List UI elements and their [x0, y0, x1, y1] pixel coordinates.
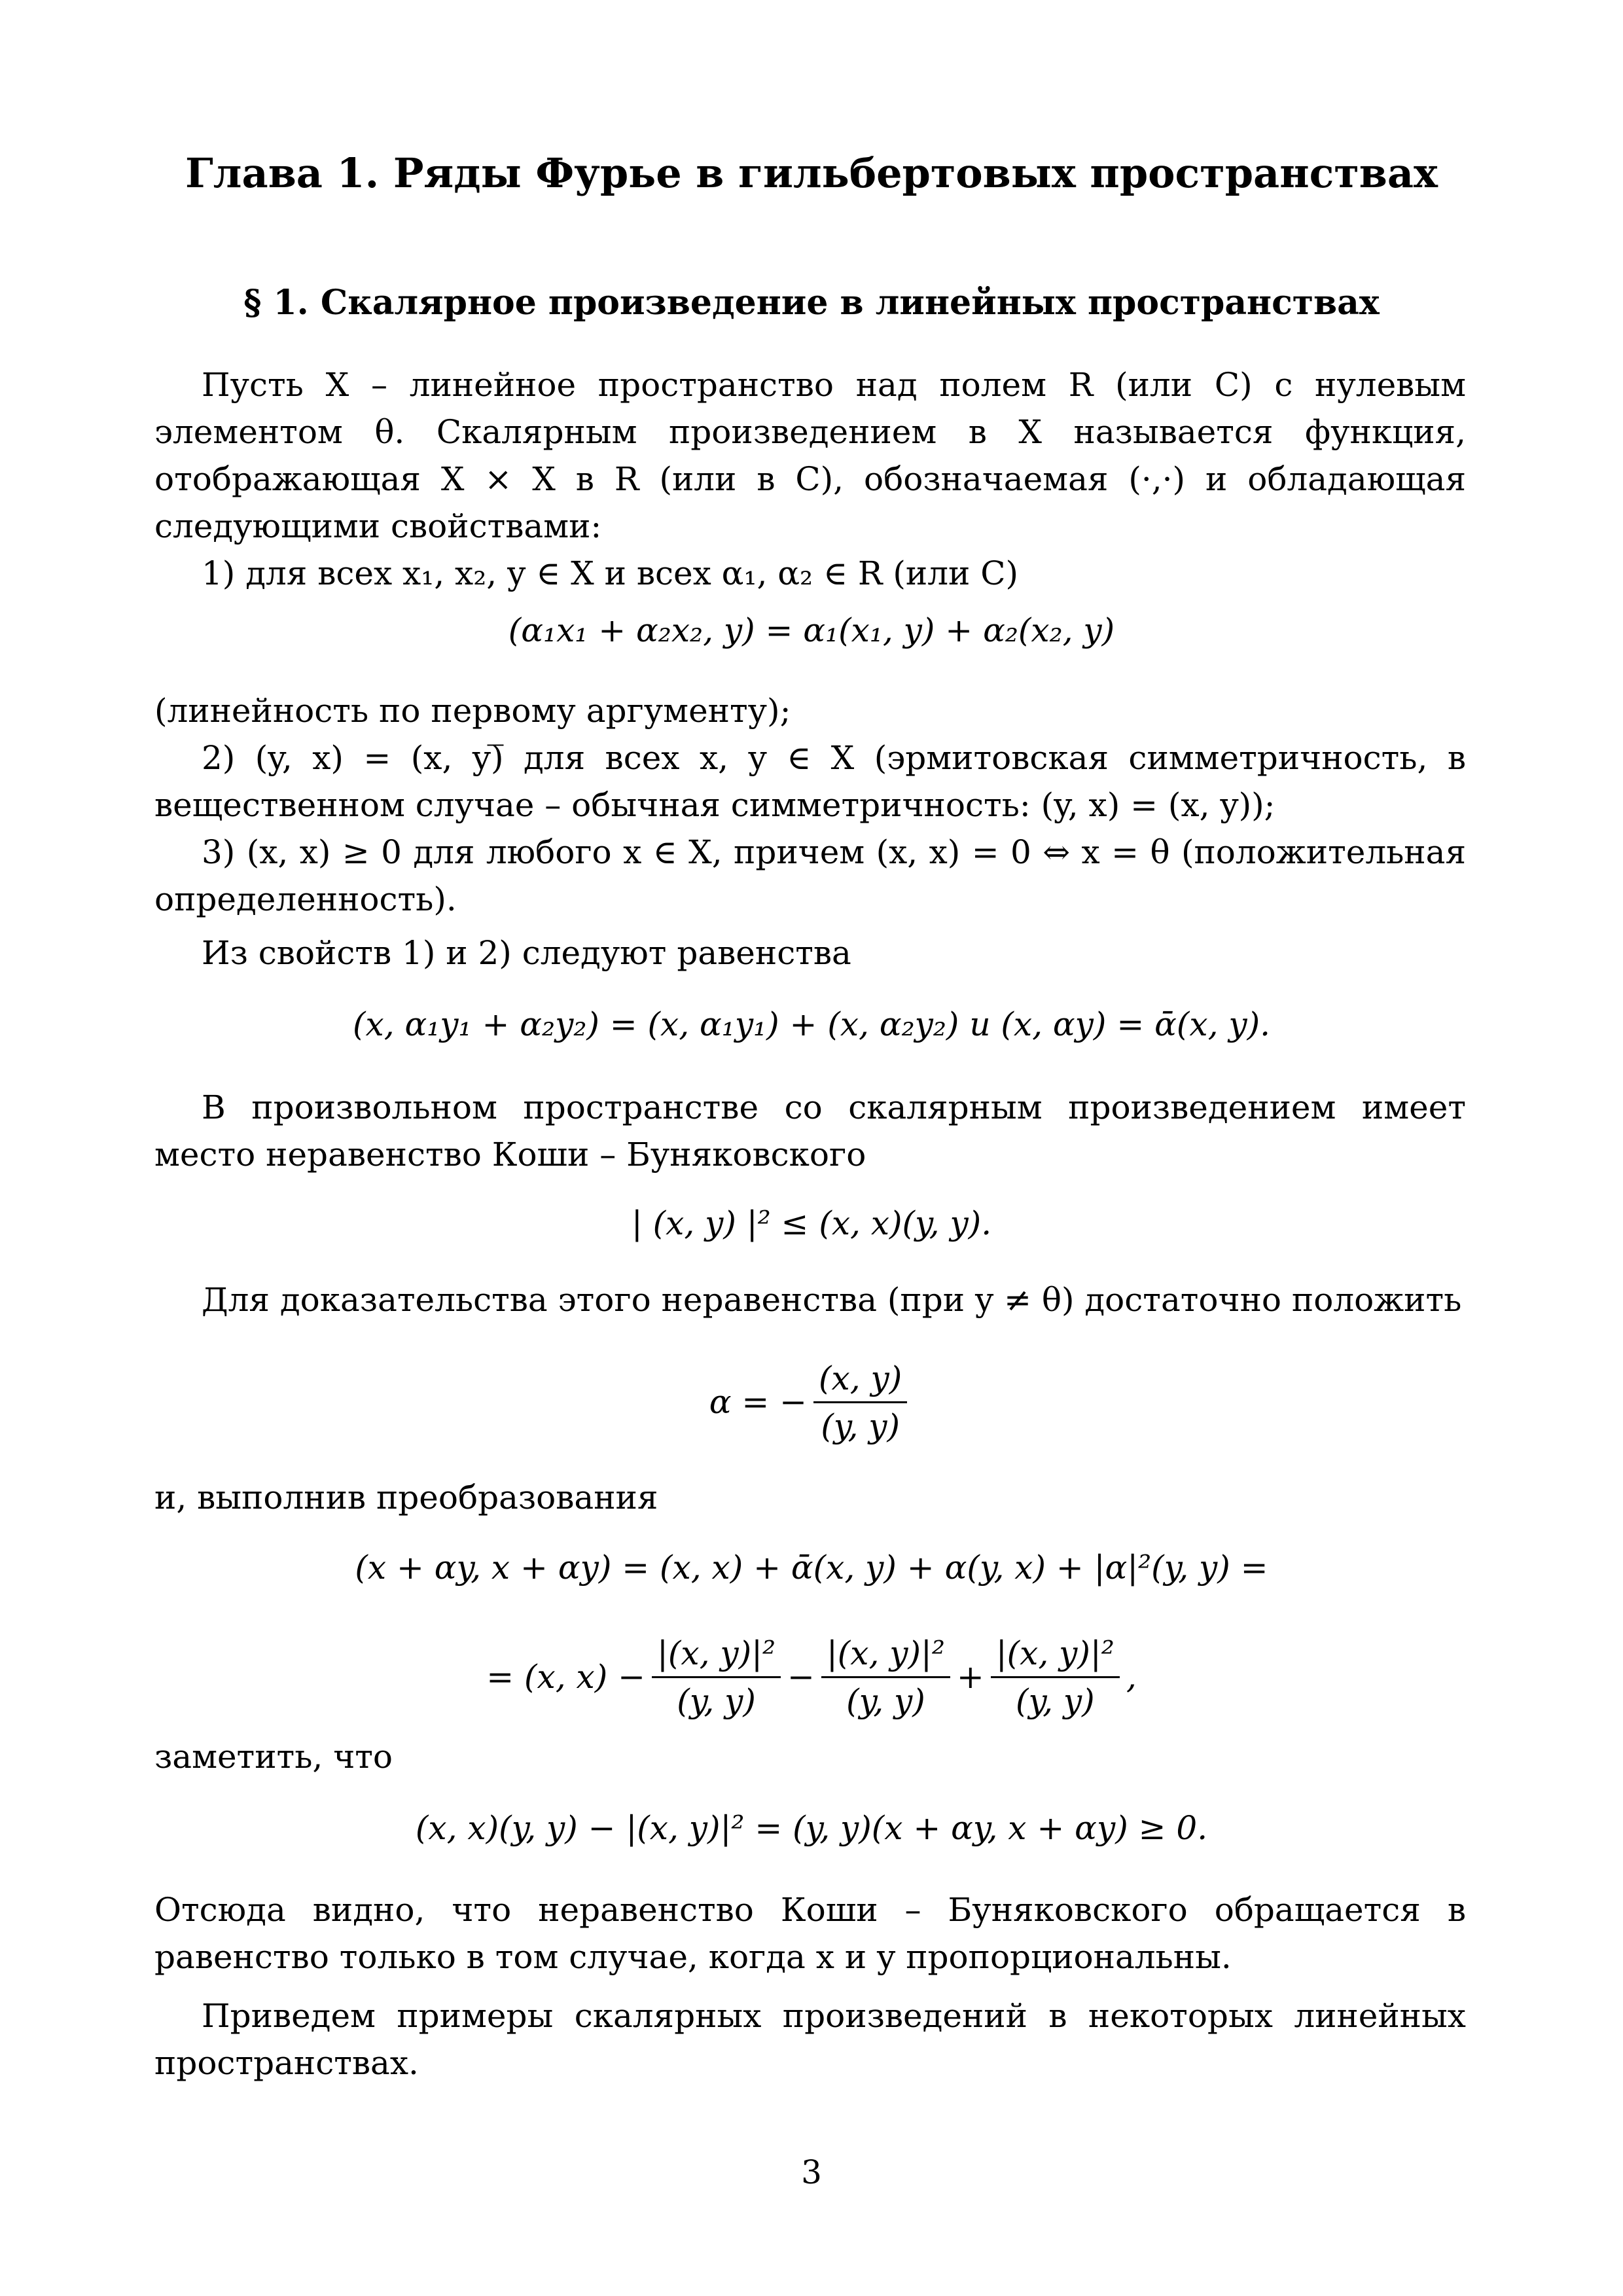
- formula-cauchy-inequality: | (x, y) |² ≤ (x, x)(y, y).: [631, 1204, 992, 1242]
- page-number: 3: [801, 2153, 822, 2191]
- formula-equalities: (x, α₁y₁ + α₂y₂) = (x, α₁y₁) + (x, α₂y₂) и (x, αy) = ᾱ(x, y).: [352, 1005, 1271, 1043]
- alpha-lhs: α = −: [709, 1383, 808, 1421]
- fraction-2-denominator: (y, y): [846, 1681, 925, 1720]
- formula-expand-line-1: (x + αy, x + αy) = (x, x) + ᾱ(x, y) + α(y, x) + |α|²(y, y) =: [355, 1549, 1268, 1587]
- formula-final: (x, x)(y, y) − |(x, y)|² = (y, y)(x + αy, x + αy) ≥ 0.: [415, 1809, 1208, 1847]
- paragraph-conclusion: Отсюда видно, что неравенство Коши – Буняковского обращается в равенство только в том случае, когда x и y пропорциональны.: [154, 1891, 1466, 1976]
- fraction-3: [991, 1634, 1120, 1720]
- formula-expand-line-2: [0, 1624, 1623, 1729]
- fraction-3-denominator: (y, y): [1015, 1681, 1095, 1720]
- plus-sign: +: [956, 1658, 984, 1696]
- fraction-1-numerator: |(x, y)|²: [652, 1634, 781, 1678]
- chapter-title: Глава 1. Ряды Фурье в гильбертовых пространствах: [185, 149, 1438, 197]
- expand-lhs: = (x, x) −: [486, 1658, 646, 1696]
- fraction-2: [821, 1634, 950, 1720]
- trailing-comma: ,: [1126, 1658, 1137, 1696]
- section-title: § 1. Скалярное произведение в линейных пространствах: [243, 283, 1380, 323]
- fraction-2-numerator: |(x, y)|²: [821, 1634, 950, 1678]
- paragraph-transform: и, выполнив преобразования: [154, 1479, 658, 1516]
- paragraph-property-1: 1) для всех x₁, x₂, y ∈ X и всех α₁, α₂ ∈ R (или C): [202, 554, 1018, 592]
- paragraph-intro: Пусть X – линейное пространство над полем R (или C) с нулевым элементом θ. Скалярным произведением в X называется функция, отображающая X × X в R (или в C), обозначаемая (·,·) и обладающая следующими свойствами:: [154, 366, 1466, 545]
- paragraph-examples: Приведем примеры скалярных произведений в некоторых линейных пространствах.: [154, 1997, 1466, 2082]
- paragraph-cauchy-intro: В произвольном пространстве со скалярным произведением имеет место неравенство Коши – Буняковского: [154, 1088, 1466, 1174]
- alpha-fraction: [813, 1359, 907, 1445]
- alpha-denominator: (y, y): [821, 1407, 900, 1445]
- paragraph-property-1-note: (линейность по первому аргументу);: [154, 692, 791, 730]
- paragraph-notice: заметить, что: [154, 1738, 393, 1776]
- minus-sign: −: [787, 1658, 815, 1696]
- fraction-1: [652, 1634, 781, 1720]
- formula-linearity: (α₁x₁ + α₂x₂, y) = α₁(x₁, y) + α₂(x₂, y): [508, 611, 1115, 649]
- alpha-numerator: (x, y): [813, 1359, 907, 1403]
- paragraph-consequence: Из свойств 1) и 2) следуют равенства: [202, 934, 851, 972]
- formula-alpha: [0, 1350, 1623, 1454]
- fraction-3-numerator: |(x, y)|²: [991, 1634, 1120, 1678]
- fraction-1-denominator: (y, y): [677, 1681, 756, 1720]
- paragraph-property-2: 2) (y, x) = (x, y)̅ для всех x, y ∈ X (эрмитовская симметричность, в вещественном случае – обычная симметричность: (y, x) = (x, y));: [154, 739, 1466, 824]
- paragraph-property-3: 3) (x, x) ≥ 0 для любого x ∈ X, причем (x, x) = 0 ⇔ x = θ (положительная определенность).: [154, 833, 1466, 918]
- paragraph-proof-intro: Для доказательства этого неравенства (при y ≠ θ) достаточно положить: [202, 1281, 1462, 1319]
